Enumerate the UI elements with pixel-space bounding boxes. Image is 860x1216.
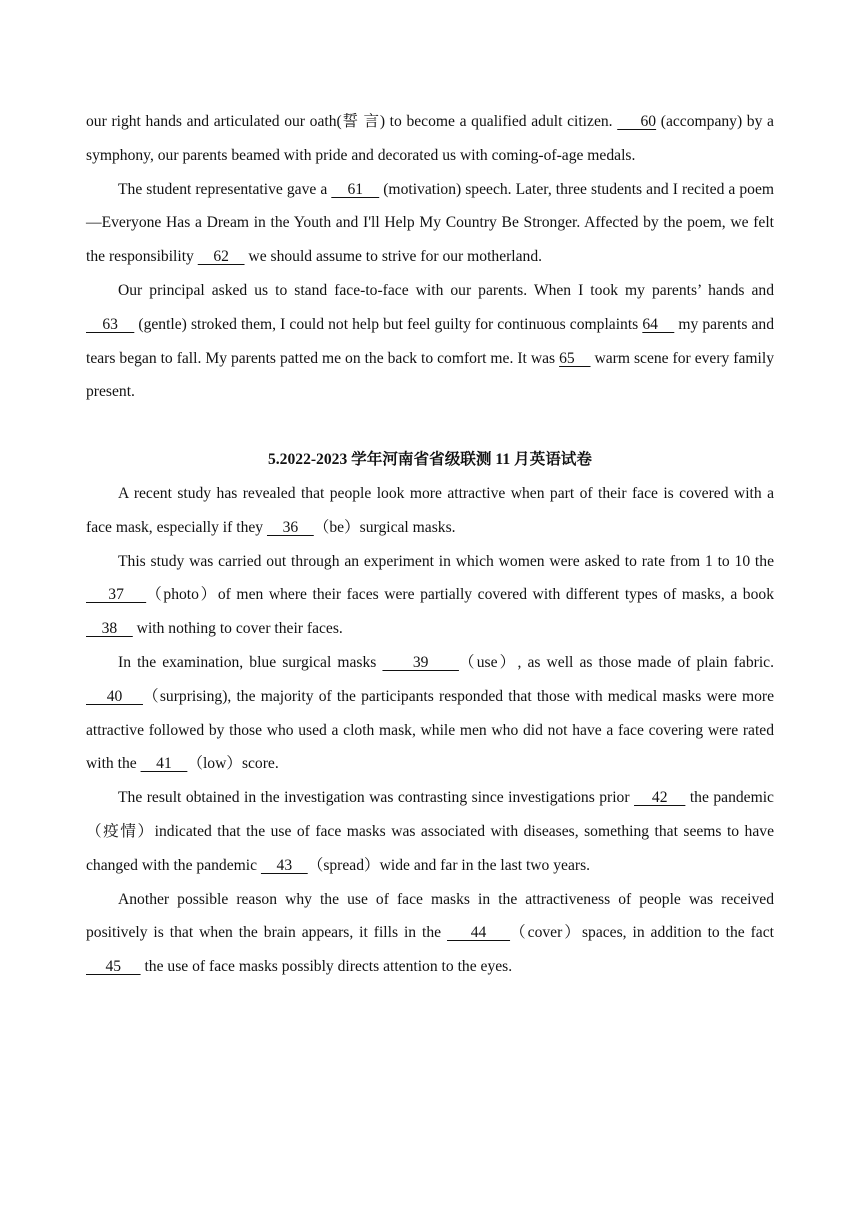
text: (gentle) stroked them, I could not help but feel guilty for continuous complaints xyxy=(134,315,643,333)
text: （be）surgical masks. xyxy=(313,518,456,536)
text: the pandemic（疫情）indicated that the use of face masks was associated with diseases, something that seems to have changed with the pandemic xyxy=(86,789,774,874)
chinese-gloss: 誓 言 xyxy=(341,113,380,130)
paragraph-b3 xyxy=(86,646,774,781)
text: （low）score. xyxy=(187,755,279,773)
text: The student representative gave a xyxy=(118,180,332,198)
blank-45[interactable]: 45 xyxy=(86,958,141,976)
blank-36[interactable]: 36 xyxy=(266,518,314,536)
paragraph-b5 xyxy=(86,883,774,984)
text: （surprising), the majority of the participants responded that those with medical masks were more attractive followed by those who used a cloth mask, while men who did not have a face covering were rated with the xyxy=(86,687,774,773)
text: （spread）wide and far in the last two years. xyxy=(307,856,591,874)
text: my parents and tears began to fall. My parents patted me on the back to comfort me. It was xyxy=(86,315,775,367)
blank-42[interactable]: 42 xyxy=(634,789,686,807)
blank-37[interactable]: 37 xyxy=(86,586,147,604)
blank-44[interactable]: 44 xyxy=(447,924,511,942)
text: In the examination, blue surgical masks xyxy=(118,653,383,671)
blank-40[interactable]: 40 xyxy=(86,687,143,705)
paragraph-b4 xyxy=(86,781,774,882)
text: The result obtained in the investigation was contrasting since investigations prior xyxy=(118,789,635,807)
blank-38[interactable]: 38 xyxy=(86,620,133,638)
text: Our principal asked us to stand face-to-face with our parents. When I took my parents’ hands and xyxy=(118,281,774,299)
text: (accompany) by a symphony, our parents beamed with pride and decorated us with coming-of-age medals. xyxy=(86,113,774,164)
paragraph-a2 xyxy=(86,173,774,274)
blank-62[interactable]: 62 xyxy=(197,248,245,266)
text: warm scene for every family present. xyxy=(86,349,774,401)
blank-41[interactable]: 41 xyxy=(140,755,188,773)
text: Another possible reason why the use of face masks in the attractiveness of people was received positively is that when the brain appears, it fills in the xyxy=(86,890,774,942)
blank-39[interactable]: 39 xyxy=(382,653,459,671)
paragraph-b1 xyxy=(86,477,774,545)
text: （cover）spaces, in addition to the fact xyxy=(510,924,774,942)
text: （use）, as well as those made of plain fabric. xyxy=(458,653,774,671)
document-content xyxy=(86,105,774,984)
section-title: 5.2022-2023 学年河南省省级联测 11 月英语试卷 xyxy=(267,451,592,469)
text: ) to become a qualified adult citizen. xyxy=(379,113,618,130)
blank-60[interactable]: 60 xyxy=(617,113,657,130)
text: （photo）of men where their faces were partially covered with different types of masks, a book xyxy=(146,586,774,604)
text: we should assume to strive for our motherland. xyxy=(244,248,543,266)
paragraph-a3 xyxy=(86,274,774,409)
blank-63[interactable]: 63 xyxy=(86,315,135,333)
blank-43[interactable]: 43 xyxy=(260,856,308,874)
blank-64[interactable]: 64 xyxy=(642,315,675,333)
paragraph-a1 xyxy=(86,105,774,173)
passage-b xyxy=(86,477,774,984)
blank-65[interactable]: 65 xyxy=(559,349,591,367)
text: (motivation) speech. Later, three students and I recited a poem—Everyone Has a Dream in the Youth and I'll Help My Country Be Stronger. Affected by the poem, we felt the responsibility xyxy=(86,180,775,266)
text: This study was carried out through an experiment in which women were asked to rate from 1 to 10 the xyxy=(118,552,774,570)
text: A recent study has revealed that people look more attractive when part of their face is covered with a face mask, especially if they xyxy=(86,484,774,536)
blank-61[interactable]: 61 xyxy=(331,180,380,198)
text: with nothing to cover their faces. xyxy=(132,620,343,638)
text: our right hands and articulated our oath( xyxy=(86,113,342,130)
text: the use of face masks possibly directs attention to the eyes. xyxy=(140,958,513,976)
paragraph-b2 xyxy=(86,545,774,646)
